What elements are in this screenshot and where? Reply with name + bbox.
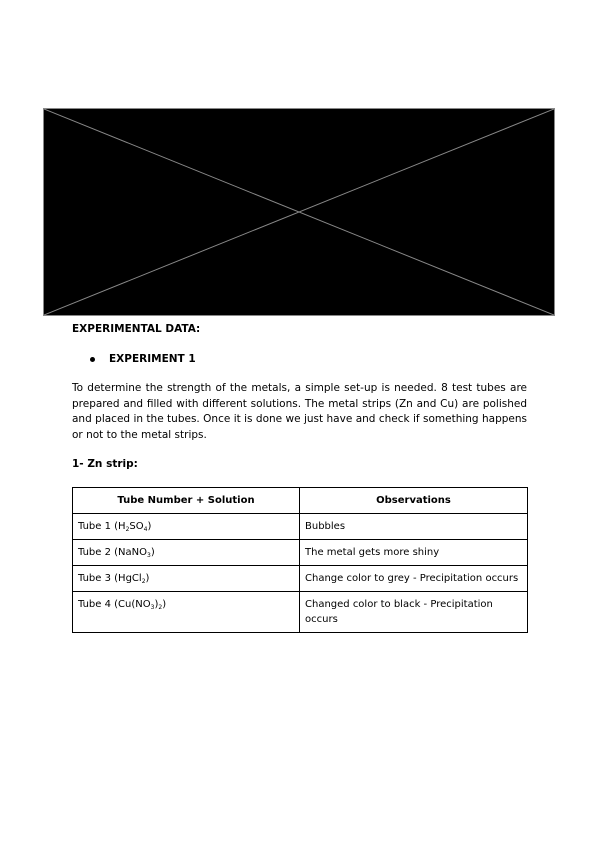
tube-cell: Tube 3 (HgCl$_2$) [73, 566, 300, 592]
observations-table [72, 487, 528, 633]
experiment-title: EXPERIMENT 1 [109, 353, 196, 365]
table-row [73, 592, 528, 633]
zn-strip-subheading: 1- Zn strip: [72, 458, 138, 470]
tube-cell: Tube 4 $(Cu(NO_3)_2)$ [73, 592, 300, 633]
image-placeholder [43, 108, 555, 316]
placeholder-cross-icon [44, 109, 554, 315]
bullet-icon [90, 357, 95, 362]
observation-cell: Changed color to black - Precipitation occurs [300, 592, 528, 633]
tube-cell: Tube 2 (NaNO$_3$) [73, 540, 300, 566]
table-row [73, 566, 528, 592]
observation-cell: The metal gets more shiny [300, 540, 528, 566]
tube-cell: Tube 1 $(H_2SO_4)$ [73, 514, 300, 540]
section-heading: EXPERIMENTAL DATA: [72, 323, 201, 335]
observation-cell: Change color to grey - Precipitation occurs [300, 566, 528, 592]
experiment-description: To determine the strength of the metals, a simple set-up is needed. 8 test tubes are prepared and filled with different solutions. The metal strips (Zn and Cu) are polished and placed in the tubes. Once it is done we just have and check if something happens or not to the metal strips. [72, 382, 527, 441]
col-header-tube: Tube Number + Solution [73, 488, 300, 514]
col-header-observations: Observations [300, 488, 528, 514]
observation-cell: Bubbles [300, 514, 528, 540]
table-header-row [73, 488, 528, 514]
table-row [73, 540, 528, 566]
experiment-bullet [90, 353, 196, 365]
table-row [73, 514, 528, 540]
